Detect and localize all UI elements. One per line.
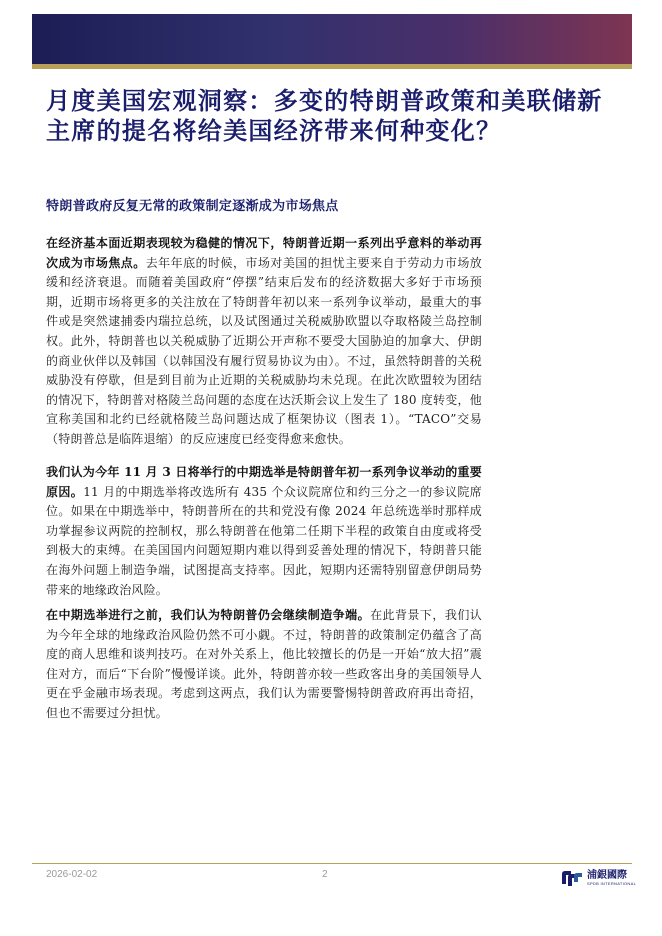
paragraph xyxy=(46,606,482,724)
paragraph-body: 去年年底的时候，市场对美国的担忧主要来自于劳动力市场放缓和经济衰退。而随着美国政府“停摆”结束后发布的经济数据大多好于市场预期，近期市场将更多的关注放在了特朗普年初以来一系列争议举动，最重大的事件或是突然逮捕委内瑞拉总统，以及试图通过关税威胁欧盟以夺取格陵兰岛控制权。此外，特朗普也以关税威胁了近期公开声称不要受大国胁迫的加拿大、伊朗的商业伙伴以及韩国（以韩国没有履行贸易协议为由）。不过，虽然特朗普的关税威胁没有停歇，但是到目前为止近期的关税威胁均未兑现。在此次欧盟较为团结的情况下，特朗普对格陵兰岛问题的态度在达沃斯会议上发生了 180 度转变，他宣称美国和北约已经就格陵兰岛问题达成了框架协议（图表 1）。“TACO”交易（特朗普总是临阵退缩）的反应速度已经变得愈来愈快。 xyxy=(46,255,482,446)
logo-chinese-name: 浦銀國際 xyxy=(587,869,627,881)
paragraph-body: 在此背景下，我们认为今年全球的地缘政治风险仍然不可小觑。不过，特朗普的政策制定仍蕴含了高度的商人思维和谈判技巧。在对外关系上，他比较擅长的仍是一开始“放大招”震住对方，而后“下台阶”慢慢详谈。此外，特朗普亦较一些政客出身的美国领导人更在乎金融市场表现。考虑到这两点，我们认为需要警惕特朗普政府再出奇招，但也不需要过分担忧。 xyxy=(46,608,482,720)
footer-divider xyxy=(32,863,632,864)
paragraph-lead: 在中期选举进行之前，我们认为特朗普仍会继续制造争端。 xyxy=(46,608,371,622)
company-logo xyxy=(560,866,636,890)
paragraph-lead: 在经济基本面近期表现较为稳健的情况下，特朗普近期一系列出乎意料的举动再次成为市场焦点。 xyxy=(46,236,482,270)
header-banner xyxy=(32,14,632,64)
paragraph xyxy=(46,234,482,450)
header-divider xyxy=(32,64,632,69)
footer-date: 2026-02-02 xyxy=(46,869,98,880)
spdb-logo-icon xyxy=(560,868,584,888)
page-title: 月度美国宏观洞察：多变的特朗普政策和美联储新主席的提名将给美国经济带来何种变化？ xyxy=(46,87,603,145)
paragraph xyxy=(46,463,482,600)
logo-english-name: SPDB INTERNATIONAL xyxy=(587,880,637,886)
section-heading: 特朗普政府反复无常的政策制定逐渐成为市场焦点 xyxy=(46,199,339,214)
paragraph-body: 11 月的中期选举将改选所有 435 个众议院席位和约三分之一的参议院席位。如果在中期选举中，特朗普所在的共和党没有像 2024 年总统选举时那样成功掌握参议两院的控制权，那么特朗普在他第二任期下半程的政策自由度或将受到极大的束缚。在美国国内问题短期内难以得到妥善处理的情况下，特朗普只能在海外问题上制造争端，试图提高支持率。因此，短期内还需特别留意伊朗局势带来的地缘政治风险。 xyxy=(46,484,482,597)
paragraph-lead: 我们认为今年 11 月 3 日将举行的中期选举是特朗普年初一系列争议举动的重要原因。 xyxy=(46,465,482,499)
page-number: 2 xyxy=(322,869,328,880)
